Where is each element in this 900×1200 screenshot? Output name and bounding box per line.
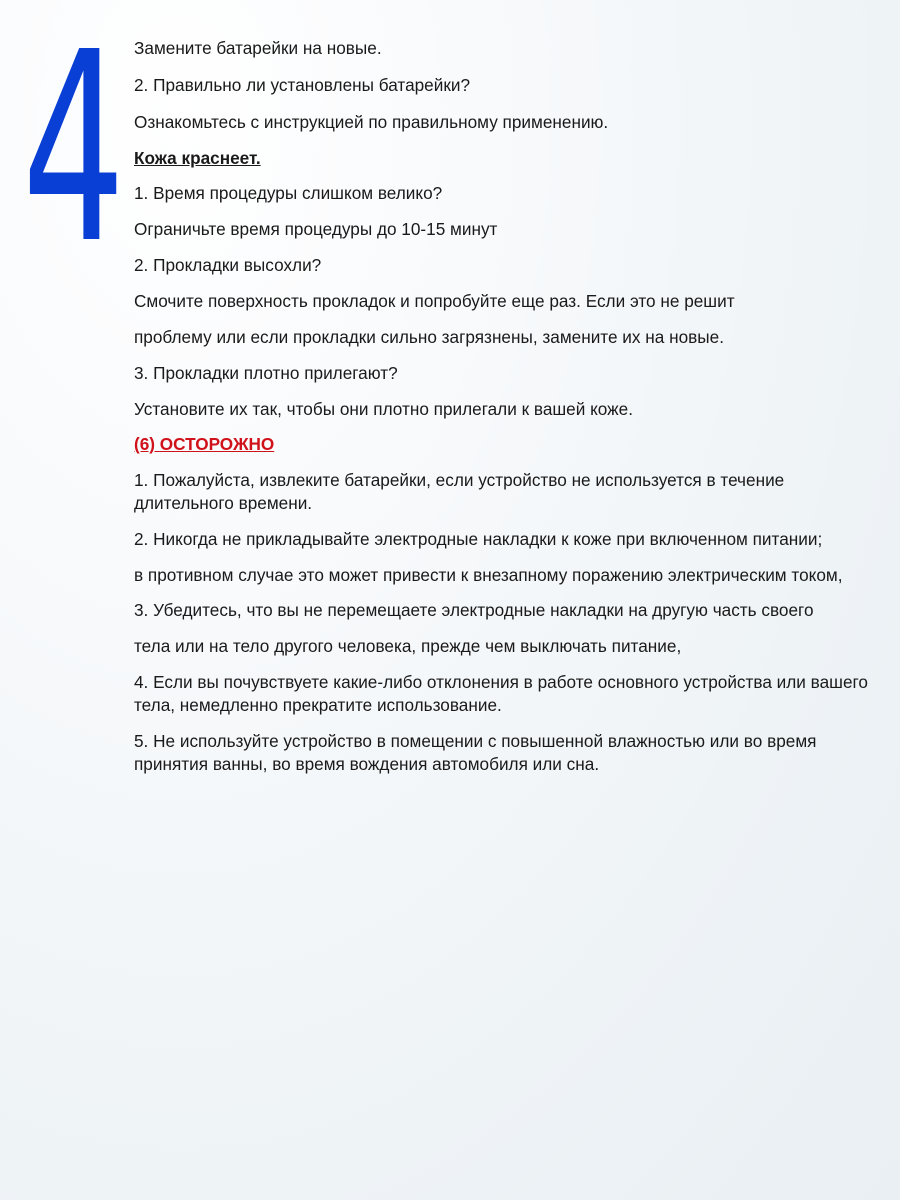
text-line: Замените батарейки на новые. — [134, 38, 382, 58]
caution-item: 1. Пожалуйста, извлеките батарейки, если устройство не используется в течение длительного времени. — [134, 470, 785, 514]
text-line: 2. Правильно ли установлены батарейки? — [134, 75, 471, 95]
caution-item: 3. Убедитесь, что вы не перемещаете электродные накладки на другую часть своего — [134, 600, 814, 620]
text-line: тела или на тело другого человека, прежде чем выключать питание, — [134, 636, 682, 656]
text-line: Смочите поверхность прокладок и попробуйте еще раз. Если это не решит — [134, 291, 735, 311]
caution-item: 4. Если вы почувствуете какие-либо отклонения в работе основного устройства или вашего тела, немедленно прекратите использование. — [134, 672, 868, 716]
text-line: Ограничьте время процедуры до 10-15 минут — [134, 219, 498, 239]
caution-item: 5. Не используйте устройство в помещении с повышенной влажностью или во время принятия ванны, во время вождения автомобиля или сна. — [134, 731, 817, 775]
text-line: проблему или если прокладки сильно загрязнены, замените их на новые. — [134, 327, 724, 347]
text-line: 1. Время процедуры слишком велико? — [134, 183, 443, 203]
caution-item: 2. Никогда не прикладывайте электродные накладки к коже при включенном питании; — [134, 529, 823, 549]
text-line: 3. Прокладки плотно прилегают? — [134, 363, 398, 383]
text-line: в противном случае это может привести к внезапному поражению электрическим током, — [134, 565, 843, 585]
text-line: 2. Прокладки высохли? — [134, 255, 322, 275]
text-line: Ознакомьтесь с инструкцией по правильному применению. — [134, 112, 609, 132]
caution-heading: (6) ОСТОРОЖНО — [134, 434, 275, 454]
text-line: Установите их так, чтобы они плотно прилегали к вашей коже. — [134, 399, 634, 419]
section-heading-skin: Кожа краснеет. — [134, 148, 261, 168]
page-number: 4 — [22, 0, 122, 301]
